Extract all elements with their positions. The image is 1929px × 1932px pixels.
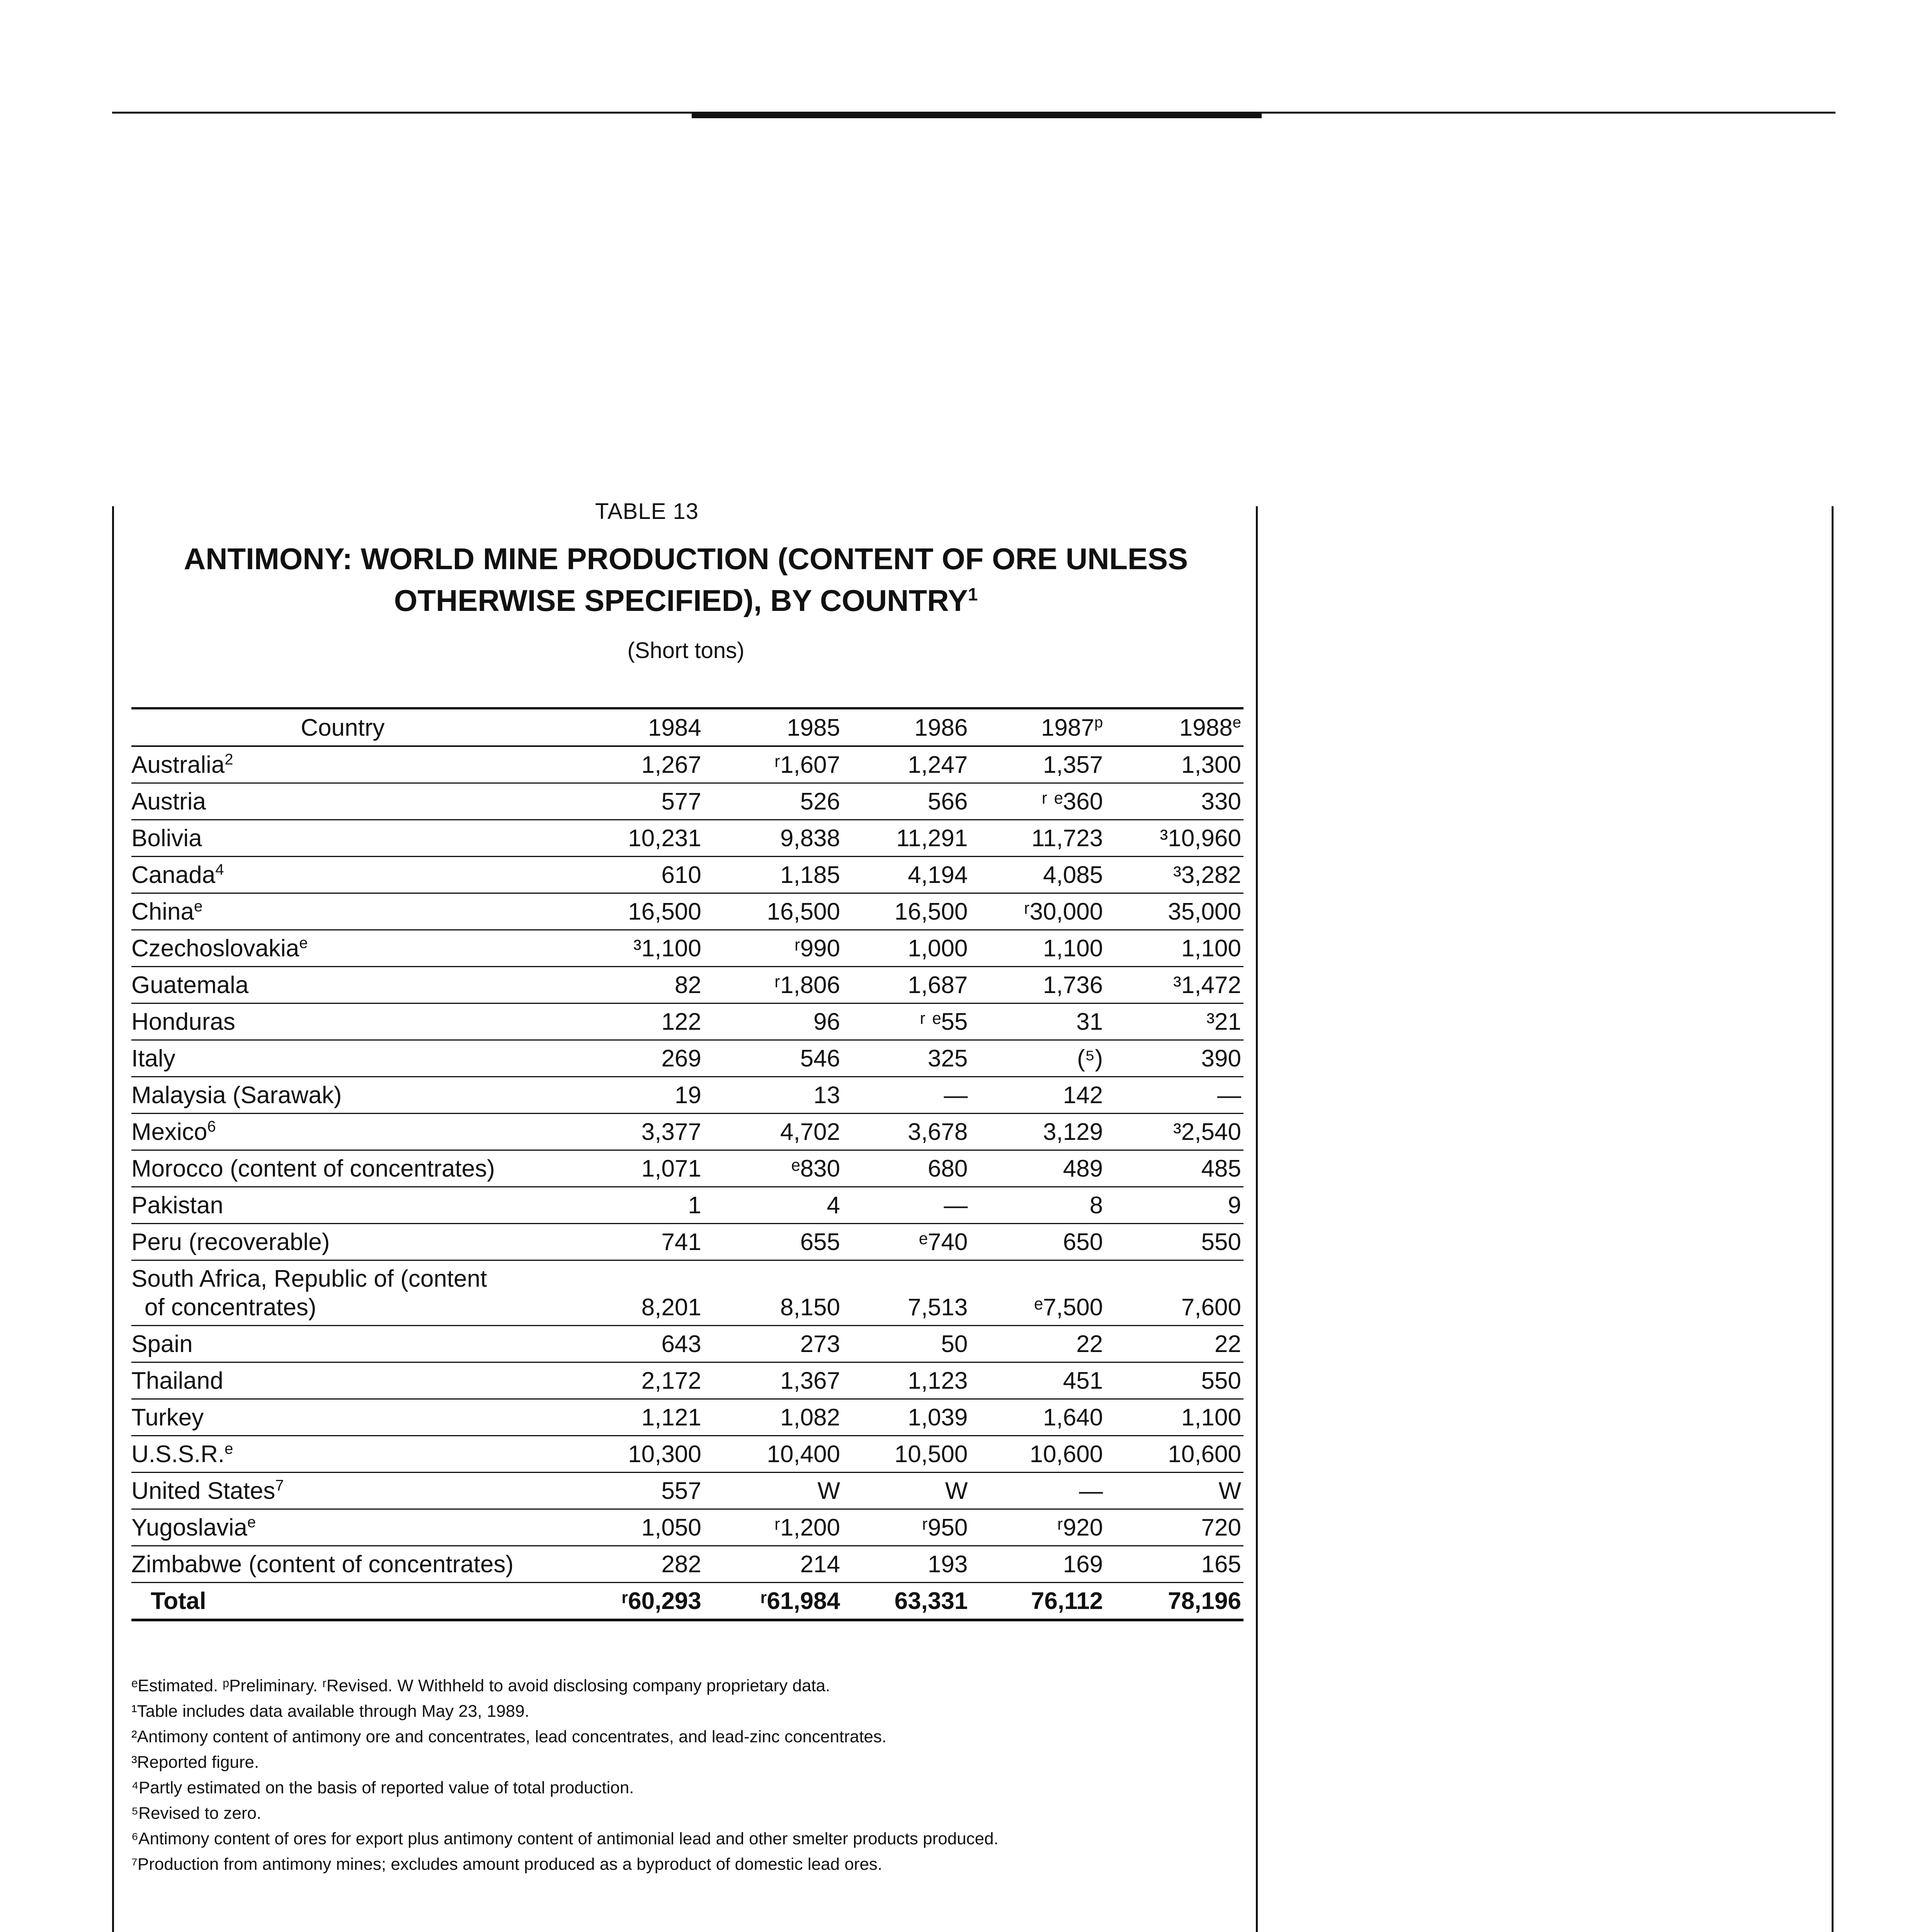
value-cell-1987: 1,357 [970,746,1105,783]
value-cell-1987: (⁵) [970,1040,1105,1077]
total-cell-1986: 63,331 [842,1583,970,1620]
value-cell-1984: 269 [554,1040,704,1077]
country-name: Turkey [131,1404,204,1431]
value-cell-1988: 330 [1105,783,1243,820]
value-cell-1985: 4,702 [704,1114,842,1150]
country-name: Mexico [131,1119,208,1145]
value-cell-1985: ʳ990 [704,930,842,967]
value-cell-1987: 1,736 [970,967,1105,1003]
header-1988-mark: e [1232,714,1241,731]
value-cell-1988: 485 [1105,1150,1243,1187]
country-name: Australia [131,752,225,778]
value-cell-1986: 7,513 [842,1260,970,1326]
table-row [131,1399,1243,1436]
value-cell-1988: 7,600 [1105,1260,1243,1326]
table-title-line2-wrap [116,577,1256,618]
value-cell-1988: W [1105,1473,1243,1509]
value-cell-1988: ³1,472 [1105,967,1243,1003]
value-cell-1987: 31 [970,1003,1105,1040]
value-cell-1987: — [970,1473,1105,1509]
country-cell [131,1362,554,1399]
total-cell-1988: 78,196 [1105,1583,1243,1620]
country-name: Peru (recoverable) [131,1229,330,1255]
value-cell-1988: 550 [1105,1224,1243,1260]
country-cell [131,1546,554,1583]
country-cell [131,1399,554,1436]
value-cell-1988: 35,000 [1105,893,1243,930]
value-cell-1986: — [842,1077,970,1114]
country-name: Czechoslovakia [131,935,299,962]
country-name: United States [131,1478,276,1504]
value-cell-1986: ʳ ᵉ55 [842,1003,970,1040]
country-name: U.S.S.R. [131,1441,225,1468]
value-cell-1984: 1,267 [554,746,704,783]
value-cell-1986: 16,500 [842,893,970,930]
value-cell-1987: 11,723 [970,820,1105,857]
value-cell-1986: 1,687 [842,967,970,1003]
country-cell [131,820,554,857]
table-row [131,746,1243,783]
table-title-note: 1 [968,584,978,604]
table-row [131,1150,1243,1187]
country-name: Guatemala [131,972,249,998]
country-cell [131,967,554,1003]
country-cell [131,1114,554,1150]
country-name: Pakistan [131,1192,223,1219]
value-cell-1988: 1,300 [1105,746,1243,783]
total-cell-1984: ʳ60,293 [554,1583,704,1620]
table-title-line2: OTHERWISE SPECIFIED), BY COUNTRY [394,583,968,617]
total-cell-1985: ʳ61,984 [704,1583,842,1620]
country-cell [131,1040,554,1077]
value-cell-1986: 50 [842,1326,970,1362]
country-footnote-mark: 4 [215,861,224,878]
value-cell-1986: 325 [842,1040,970,1077]
value-cell-1987: 1,640 [970,1399,1105,1436]
value-cell-1985: ʳ1,806 [704,967,842,1003]
value-cell-1986: 1,000 [842,930,970,967]
value-cell-1986: 680 [842,1150,970,1187]
country-name: Spain [131,1331,193,1357]
value-cell-1984: 1,121 [554,1399,704,1436]
value-cell-1986: 1,247 [842,746,970,783]
country-name: Honduras [131,1009,235,1035]
table-row [131,1187,1243,1224]
value-cell-1987: ʳ ᵉ360 [970,783,1105,820]
country-footnote-mark: e [194,898,203,915]
value-cell-1987: 650 [970,1224,1105,1260]
value-cell-1984: 3,377 [554,1114,704,1150]
top-rule-heavy [692,112,1262,118]
country-name: Zimbabwe (content of concentrates) [131,1551,514,1578]
table-row [131,930,1243,967]
country-cell [131,1187,554,1224]
value-cell-1985: ʳ1,607 [704,746,842,783]
value-cell-1984: 741 [554,1224,704,1260]
value-cell-1986: — [842,1187,970,1224]
value-cell-1988: 22 [1105,1326,1243,1362]
country-cell [131,857,554,893]
value-cell-1984: 10,231 [554,820,704,857]
table-row [131,1509,1243,1546]
value-cell-1984: ³1,100 [554,930,704,967]
table-label: TABLE 13 [595,499,699,524]
country-cell [131,1326,554,1362]
value-cell-1984: 122 [554,1003,704,1040]
value-cell-1985: 9,838 [704,820,842,857]
header-1987 [970,708,1105,746]
value-cell-1988: 550 [1105,1362,1243,1399]
value-cell-1987: 169 [970,1546,1105,1583]
value-cell-1987: 142 [970,1077,1105,1114]
value-cell-1984: 282 [554,1546,704,1583]
value-cell-1987: ʳ30,000 [970,893,1105,930]
country-footnote-mark: e [225,1440,233,1458]
value-cell-1988: 165 [1105,1546,1243,1583]
footnotes [131,1673,1252,1877]
value-cell-1985: 1,185 [704,857,842,893]
value-cell-1984: 8,201 [554,1260,704,1326]
value-cell-1985: ᵉ830 [704,1150,842,1187]
header-1984: 1984 [648,714,701,741]
value-cell-1987: 22 [970,1326,1105,1362]
value-cell-1987: 8 [970,1187,1105,1224]
value-cell-1986: 566 [842,783,970,820]
table-row [131,1362,1243,1399]
value-cell-1988: — [1105,1077,1243,1114]
country-name-cont: of concentrates) [145,1294,316,1321]
header-1987-year: 1987 [1041,714,1094,741]
table-row [131,967,1243,1003]
table-row [131,1473,1243,1509]
value-cell-1987: 4,085 [970,857,1105,893]
country-cell [131,1224,554,1260]
value-cell-1985: 10,400 [704,1436,842,1473]
value-cell-1988: 10,600 [1105,1436,1243,1473]
value-cell-1985: 16,500 [704,893,842,930]
units-caption: (Short tons) [627,638,745,663]
footnote-1: ¹Table includes data available through May 23, 1989. [131,1702,529,1721]
value-cell-1985: 526 [704,783,842,820]
country-cell [131,1260,554,1326]
table-row [131,820,1243,857]
total-cell-1987: 76,112 [970,1583,1105,1620]
left-column-rule [112,506,114,1932]
value-cell-1988: 390 [1105,1040,1243,1077]
country-cell [131,746,554,783]
value-cell-1986: 11,291 [842,820,970,857]
value-cell-1988: 9 [1105,1187,1243,1224]
value-cell-1986: 1,123 [842,1362,970,1399]
value-cell-1985: 655 [704,1224,842,1260]
value-cell-1985: 96 [704,1003,842,1040]
country-cell [131,783,554,820]
value-cell-1988: 720 [1105,1509,1243,1546]
table-row [131,1260,1243,1326]
footnote-5: ⁵Revised to zero. [131,1804,262,1823]
header-1986: 1986 [914,714,968,741]
country-name: Bolivia [131,825,202,852]
value-cell-1985: 8,150 [704,1260,842,1326]
value-cell-1985: 13 [704,1077,842,1114]
value-cell-1986: ᵉ740 [842,1224,970,1260]
table-body [131,746,1243,1620]
value-cell-1988: ³3,282 [1105,857,1243,893]
table-row [131,1436,1243,1473]
value-cell-1986: W [842,1473,970,1509]
value-cell-1986: ʳ950 [842,1509,970,1546]
value-cell-1986: 1,039 [842,1399,970,1436]
header-1987-mark: p [1094,714,1103,731]
country-cell [131,1003,554,1040]
country-name: South Africa, Republic of (content [131,1265,487,1292]
value-cell-1985: 1,367 [704,1362,842,1399]
table-row [131,1326,1243,1362]
footnote-4: ⁴Partly estimated on the basis of reported value of total production. [131,1778,634,1797]
value-cell-1986: 193 [842,1546,970,1583]
value-cell-1988: 1,100 [1105,1399,1243,1436]
value-cell-1986: 10,500 [842,1436,970,1473]
value-cell-1988: ³21 [1105,1003,1243,1040]
country-cell [131,1077,554,1114]
value-cell-1985: W [704,1473,842,1509]
country-footnote-mark: e [247,1514,256,1531]
country-name: Italy [131,1045,175,1072]
header-1988-year: 1988 [1179,714,1233,741]
header-1985: 1985 [787,714,840,741]
country-name: Malaysia (Sarawak) [131,1082,342,1109]
value-cell-1985: 1,082 [704,1399,842,1436]
value-cell-1988: ³2,540 [1105,1114,1243,1150]
header-1988 [1105,708,1243,746]
value-cell-1985: ʳ1,200 [704,1509,842,1546]
table-row [131,1546,1243,1583]
value-cell-1987: ʳ920 [970,1509,1105,1546]
country-name: China [131,898,194,925]
country-cell [131,930,554,967]
value-cell-1987: 10,600 [970,1436,1105,1473]
total-row [131,1583,1243,1620]
value-cell-1984: 577 [554,783,704,820]
value-cell-1984: 10,300 [554,1436,704,1473]
country-name: Yugoslavia [131,1514,247,1541]
value-cell-1986: 4,194 [842,857,970,893]
value-cell-1984: 1,050 [554,1509,704,1546]
value-cell-1984: 610 [554,857,704,893]
value-cell-1988: ³10,960 [1105,820,1243,857]
value-cell-1985: 4 [704,1187,842,1224]
country-cell [131,1436,554,1473]
header-row [131,708,1243,746]
value-cell-1984: 19 [554,1077,704,1114]
value-cell-1984: 2,172 [554,1362,704,1399]
right-column-rule [1832,506,1834,1932]
production-table [131,707,1243,1621]
country-cell [131,893,554,930]
total-label: Total [131,1583,554,1620]
table-row [131,1224,1243,1260]
footnote-3: ³Reported figure. [131,1753,259,1772]
country-name: Morocco (content of concentrates) [131,1155,495,1182]
value-cell-1988: 1,100 [1105,930,1243,967]
value-cell-1987: ᵉ7,500 [970,1260,1105,1326]
table-row [131,783,1243,820]
footnote-6: ⁶Antimony content of ores for export plus antimony content of antimonial lead and other smelter products produced. [131,1829,999,1848]
table-row [131,1077,1243,1114]
center-column-rule [1256,506,1258,1932]
country-cell [131,1509,554,1546]
value-cell-1987: 489 [970,1150,1105,1187]
footnote-legend: ᵉEstimated. ᵖPreliminary. ʳRevised. W Withheld to avoid disclosing company proprietary data. [131,1676,830,1695]
value-cell-1987: 451 [970,1362,1105,1399]
value-cell-1986: 3,678 [842,1114,970,1150]
table-title [116,541,1256,618]
country-footnote-mark: 2 [225,751,233,768]
country-cell [131,1150,554,1187]
table-row [131,893,1243,930]
country-footnote-mark: 6 [207,1118,216,1135]
footnote-2: ²Antimony content of antimony ore and concentrates, lead concentrates, and lead-zinc concentrates. [131,1727,887,1746]
country-name: Thailand [131,1367,223,1394]
value-cell-1984: 1 [554,1187,704,1224]
table-row [131,857,1243,893]
value-cell-1984: 16,500 [554,893,704,930]
value-cell-1984: 643 [554,1326,704,1362]
country-name: Canada [131,862,216,888]
value-cell-1984: 82 [554,967,704,1003]
table-title-line1: ANTIMONY: WORLD MINE PRODUCTION (CONTENT OF ORE UNLESS [184,542,1188,576]
table-row [131,1114,1243,1150]
country-footnote-mark: e [299,934,308,952]
value-cell-1985: 273 [704,1326,842,1362]
table-row [131,1040,1243,1077]
footnote-7: ⁷Production from antimony mines; excludes amount produced as a byproduct of domestic lead ores. [131,1855,883,1874]
value-cell-1984: 1,071 [554,1150,704,1187]
value-cell-1987: 3,129 [970,1114,1105,1150]
country-footnote-mark: 7 [275,1477,284,1494]
header-country: Country [301,714,385,741]
value-cell-1985: 214 [704,1546,842,1583]
table-row [131,1003,1243,1040]
country-name: Austria [131,788,206,815]
country-cell [131,1473,554,1509]
value-cell-1987: 1,100 [970,930,1105,967]
value-cell-1985: 546 [704,1040,842,1077]
value-cell-1984: 557 [554,1473,704,1509]
